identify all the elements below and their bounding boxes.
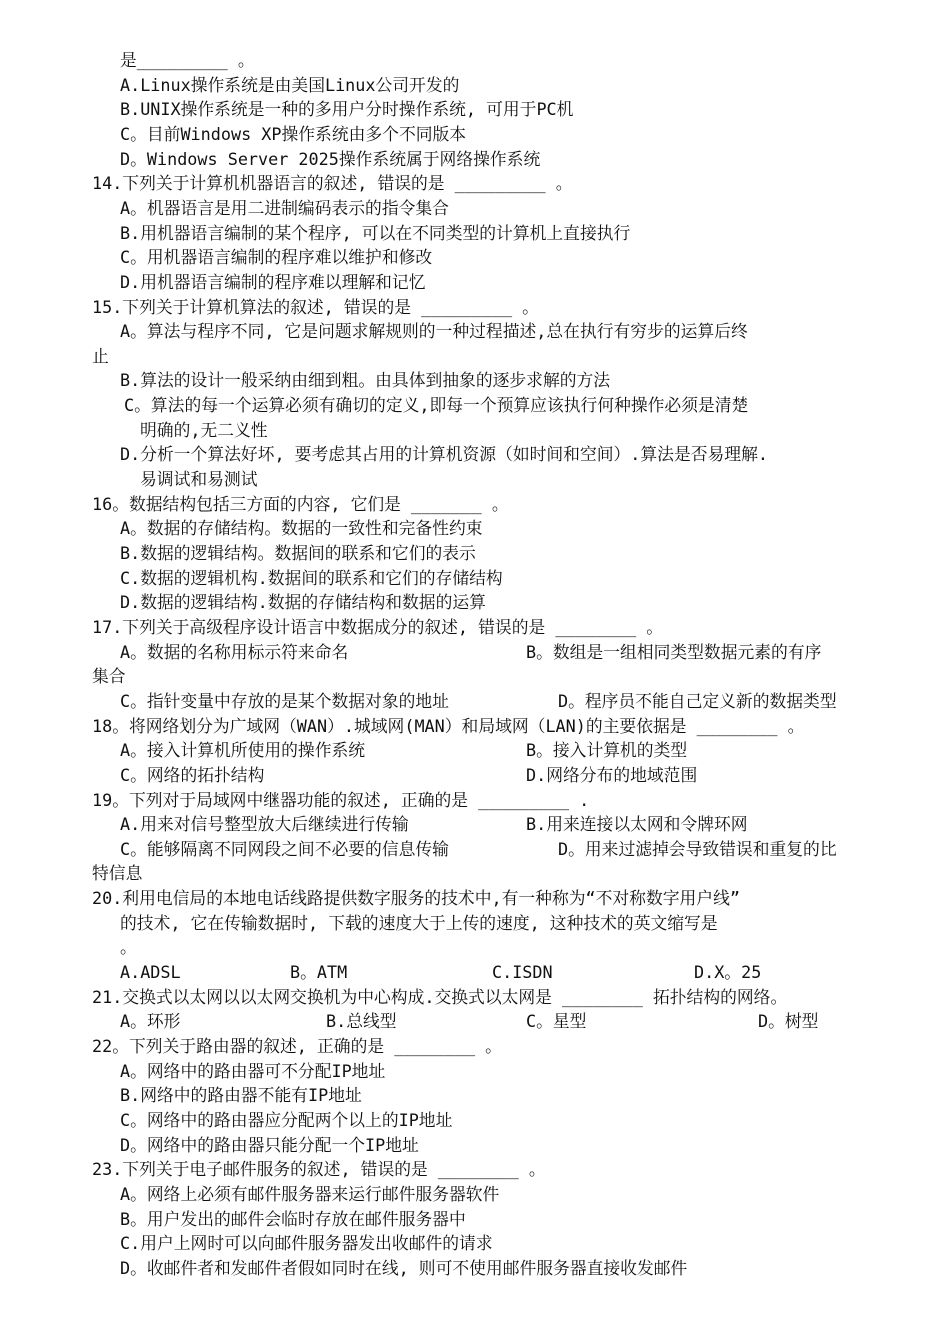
text-line: A.Linux操作系统是由美国Linux公司开发的 <box>120 74 460 95</box>
option-column-text: D。树型 <box>758 1011 819 1032</box>
option-column-text: B.总线型 <box>326 1011 397 1032</box>
text-line: B.算法的设计一般采纳由细到粗。由具体到抽象的逐步求解的方法 <box>120 370 611 391</box>
text-line: 19。下列对于局域网中继器功能的叙述, 正确的是 _________ . <box>92 789 590 810</box>
option-column-text: C.ISDN <box>492 962 553 983</box>
text-line: A。环形 <box>120 1011 181 1032</box>
text-line: 。 <box>120 937 137 958</box>
text-line: 22。下列关于路由器的叙述, 正确的是 ________ 。 <box>92 1036 502 1056</box>
text-line: C。用机器语言编制的程序难以维护和修改 <box>120 247 433 268</box>
text-line: C。算法的每一个运算必须有确切的定义,即每一个预算应该执行何种操作必须是清楚 <box>124 395 749 416</box>
text-line: 18。将网络划分为广域网（WAN）.城域网(MAN）和局域网（LAN)的主要依据是 ________ 。 <box>92 715 805 736</box>
option-column-text: B。数组是一组相同类型数据元素的有序 <box>526 641 822 662</box>
text-line: D。收邮件者和发邮件者假如同时在线, 则可不使用邮件服务器直接收发邮件 <box>120 1257 688 1278</box>
text-line: D。网络中的路由器只能分配一个IP地址 <box>120 1134 419 1155</box>
text-line: D.分析一个算法好坏, 要考虑其占用的计算机资源（如时间和空间）.算法是否易理解. <box>120 444 768 465</box>
option-column-text: C。星型 <box>526 1011 587 1032</box>
text-line: A。数据的名称用标示符来命名 <box>120 641 349 662</box>
text-line: D。Windows Server 2025操作系统属于网络操作系统 <box>120 148 541 169</box>
text-line: 16。数据结构包括三方面的内容, 它们是 _______ 。 <box>92 493 509 514</box>
option-column-text: D.X。25 <box>694 962 762 983</box>
text-line: 14.下列关于计算机机器语言的叙述, 错误的是 _________ 。 <box>92 173 573 194</box>
text-line: A。机器语言是用二进制编码表示的指令集合 <box>120 197 449 218</box>
text-line: 易调试和易测试 <box>140 469 258 490</box>
text-line: B.网络中的路由器不能有IP地址 <box>120 1085 362 1106</box>
option-column-text: D。用来过滤掉会导致错误和重复的比 <box>558 838 837 859</box>
text-line: A。网络中的路由器可不分配IP地址 <box>120 1060 386 1081</box>
text-line: A。算法与程序不同, 它是问题求解规则的一种过程描述,总在执行有穷步的运算后终 <box>120 321 748 342</box>
text-line: 特信息 <box>92 863 143 884</box>
text-line: C.用户上网时可以向邮件服务器发出收邮件的请求 <box>120 1233 493 1254</box>
option-column-text: D。程序员不能自己定义新的数据类型 <box>558 690 837 711</box>
option-column-text: D.网络分布的地域范围 <box>526 764 698 785</box>
text-line: A.ADSL <box>120 962 181 983</box>
text-line: 止 <box>92 345 109 366</box>
text-line: A。网络上必须有邮件服务器来运行邮件服务器软件 <box>120 1183 500 1204</box>
text-line: D.用机器语言编制的程序难以理解和记忆 <box>120 271 426 292</box>
text-line: 的技术, 它在传输数据时, 下载的速度大于上传的速度, 这种技术的英文缩写是 <box>120 912 718 933</box>
text-line: 20.利用电信局的本地电话线路提供数字服务的技术中,有一种称为“不对称数字用户线” <box>92 888 740 909</box>
text-line: B.数据的逻辑结构。数据间的联系和它们的表示 <box>120 543 476 563</box>
text-line: A。数据的存储结构。数据的一致性和完备性约束 <box>120 518 483 539</box>
text-line: 明确的,无二义性 <box>140 419 268 440</box>
text-line: C.数据的逻辑机构.数据间的联系和它们的存储结构 <box>120 567 503 588</box>
text-line: B.UNIX操作系统是一种的多用户分时操作系统, 可用于PC机 <box>120 99 574 120</box>
text-line: 集合 <box>92 666 126 687</box>
text-line: 17.下列关于高级程序设计语言中数据成分的叙述, 错误的是 ________ 。 <box>92 616 664 637</box>
text-line: B.用机器语言编制的某个程序, 可以在不同类型的计算机上直接执行 <box>120 222 631 243</box>
text-line: C。网络中的路由器应分配两个以上的IP地址 <box>120 1109 453 1130</box>
text-line: B。用户发出的邮件会临时存放在邮件服务器中 <box>120 1208 466 1229</box>
text-line: A.用来对信号整型放大后继续进行传输 <box>120 814 409 835</box>
option-column-text: B。ATM <box>290 962 348 983</box>
option-column-text: B。接入计算机的类型 <box>526 740 688 761</box>
text-line: 15.下列关于计算机算法的叙述, 错误的是 _________ 。 <box>92 296 539 317</box>
text-line: C。网络的拓扑结构 <box>120 764 265 785</box>
text-line: C。能够隔离不同网段之间不必要的信息传输 <box>120 838 449 859</box>
text-line: 是_________ 。 <box>120 50 255 70</box>
text-line: A。接入计算机所使用的操作系统 <box>120 740 366 761</box>
text-line: 23.下列关于电子邮件服务的叙述, 错误的是 ________ 。 <box>92 1159 546 1180</box>
text-line: C。目前Windows XP操作系统由多个不同版本 <box>120 123 467 144</box>
text-line: C。指针变量中存放的是某个数据对象的地址 <box>120 690 449 711</box>
text-line: D.数据的逻辑结构.数据的存储结构和数据的运算 <box>120 592 486 613</box>
option-column-text: B.用来连接以太网和令牌环网 <box>526 814 748 835</box>
text-line: 21.交换式以太网以以太网交换机为中心构成.交换式以太网是 ________ 拓扑结构的网络。 <box>92 986 788 1007</box>
